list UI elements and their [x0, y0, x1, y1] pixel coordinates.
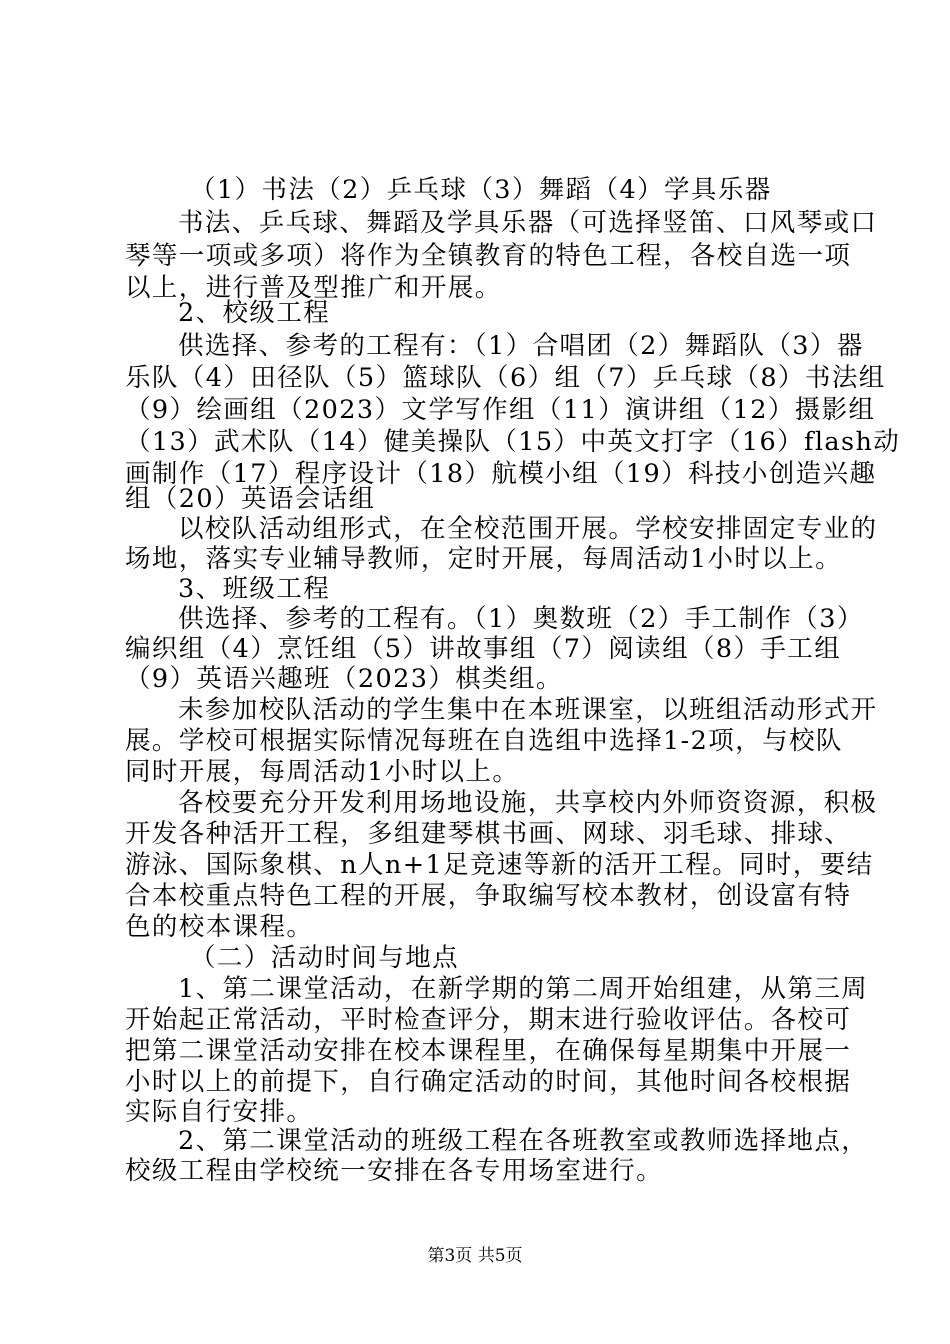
text-line: 画制作（17）程序设计（18）航模小组（19）科技小创造兴趣 [125, 459, 877, 489]
text-line: 以上，进行普及型推广和开展。 [125, 273, 502, 303]
text-line: 同时开展，每周活动1小时以上。 [125, 757, 520, 787]
text-line: （9）绘画组（2023）文学写作组（11）演讲组（12）摄影组 [125, 395, 876, 425]
text-line: 开始起正常活动，平时检查评分，期末进行验收评估。各校可 [125, 1005, 852, 1035]
text-line: （13）武术队（14）健美操队（15）中英文打字（16）flash动 [125, 427, 901, 457]
text-line: 1、第二课堂活动，在新学期的第二周开始组建，从第三周 [178, 974, 869, 1004]
text-line: 校级工程由学校统一安排在各专用场室进行。 [125, 1156, 664, 1186]
text-line: 小时以上的前提下，自行确定活动的时间，其他时间各校根据 [125, 1067, 852, 1097]
text-line: 游泳、国际象棋、n人n+1足竞速等新的活开工程。同时，要结 [125, 850, 874, 880]
text-line: 供选择、参考的工程有：（1）合唱团（2）舞蹈队（3）器 [178, 331, 864, 361]
text-line: 场地，落实专业辅导教师，定时开展，每周活动1小时以上。 [125, 544, 843, 574]
text-line: （9）英语兴趣班（2023）棋类组。 [125, 664, 563, 694]
text-line: 琴等一项或多项）将作为全镇教育的特色工程，各校自选一项 [125, 241, 852, 271]
text-line: 把第二课堂活动安排在校本课程里，在确保每星期集中开展一 [125, 1036, 852, 1066]
text-line: 组（20）英语会话组 [125, 484, 376, 514]
text-line: （1）书法（2）乒乓球（3）舞蹈（4）学具乐器 [190, 175, 772, 205]
text-line: 2、第二课堂活动的班级工程在各班教室或教师选择地点， [178, 1126, 869, 1156]
text-line: 未参加校队活动的学生集中在本班课室，以班组活动形式开 [178, 695, 878, 725]
section-heading: （二）活动时间与地点 [190, 943, 460, 973]
text-line: 编织组（4）烹饪组（5）讲故事组（7）阅读组（8）手工组 [125, 634, 842, 664]
text-line: 书法、乒乓球、舞蹈及学具乐器（可选择竖笛、口风琴或口 [178, 208, 878, 238]
text-line: 合本校重点特色工程的开展，争取编写校本教材，创设富有特 [125, 881, 852, 911]
section-heading: 3、班级工程 [178, 574, 331, 604]
page-number-footer: 第3页 共5页 [427, 1246, 523, 1266]
text-line: 开发各种活开工程，多组建琴棋书画、网球、羽毛球、排球、 [125, 819, 852, 849]
text-line: 展。学校可根据实际情况每班在自选组中选择1-2项，与校队 [125, 726, 843, 756]
text-line: 色的校本课程。 [125, 912, 314, 942]
text-line: 实际自行安排。 [125, 1097, 314, 1127]
text-line: 乐队（4）田径队（5）篮球队（6）组（7）乒乓球（8）书法组 [125, 363, 886, 393]
text-line: 供选择、参考的工程有。（1）奥数班（2）手工制作（3） [178, 604, 864, 634]
text-line: 以校队活动组形式，在全校范围开展。学校安排固定专业的 [178, 514, 878, 544]
text-line: 各校要充分开发利用场地设施，共享校内外师资资源，积极 [178, 788, 878, 818]
section-heading: 2、校级工程 [178, 298, 331, 328]
